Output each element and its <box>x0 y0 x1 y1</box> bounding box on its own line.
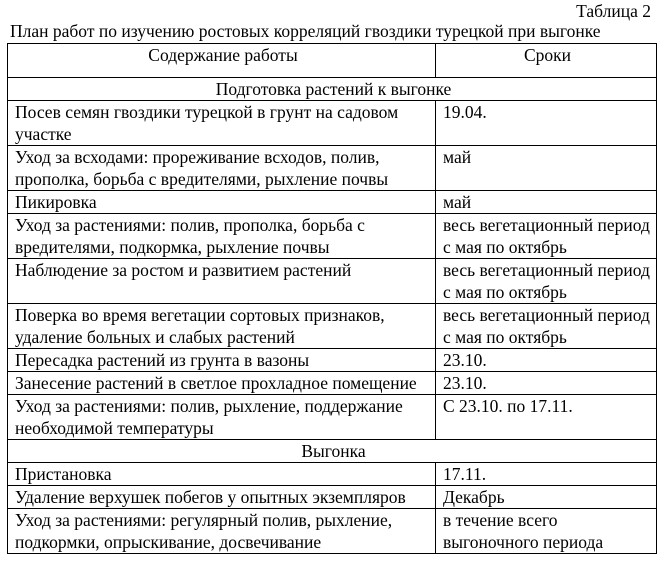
term-cell: 17.11. <box>436 463 657 486</box>
work-cell: Пересадка растений из грунта в вазоны <box>8 349 436 372</box>
work-cell: Уход за растениями: полив, рыхление, поддержание необходимой температуры <box>8 395 436 440</box>
table-row <box>8 486 657 509</box>
table-row <box>8 372 657 395</box>
term-cell: С 23.10. по 17.11. <box>436 395 657 440</box>
term-cell: 23.10. <box>436 349 657 372</box>
table-row <box>8 349 657 372</box>
term-cell: весь вегетационный период с мая по октябрь <box>436 214 657 259</box>
work-cell: Пристановка <box>8 463 436 486</box>
work-cell: Уход за растениями: регулярный полив, рыхление, подкормки, опрыскивание, досвечивание <box>8 509 436 554</box>
term-cell: 23.10. <box>436 372 657 395</box>
header-work: Содержание работы <box>8 44 436 78</box>
work-cell: Наблюдение за ростом и развитием растений <box>8 259 436 304</box>
table-row <box>8 304 657 349</box>
term-cell: май <box>436 191 657 214</box>
table-row <box>8 214 657 259</box>
work-cell: Посев семян гвоздики турецкой в грунт на садовом участке <box>8 101 436 146</box>
term-cell: май <box>436 146 657 191</box>
work-cell: Занесение растений в светлое прохладное помещение <box>8 372 436 395</box>
work-cell: Уход за всходами: прореживание всходов, полив, прополка, борьба с вредителями, рыхление почвы <box>8 146 436 191</box>
header-term: Сроки <box>436 44 657 78</box>
term-cell: весь вегетационный период с мая по октябрь <box>436 304 657 349</box>
work-cell: Поверка во время вегетации сортовых признаков, удаление больных и слабых растений <box>8 304 436 349</box>
section-row <box>8 78 657 101</box>
table-row <box>8 101 657 146</box>
work-cell: Удаление верхушек побегов у опытных экземпляров <box>8 486 436 509</box>
work-plan-table <box>7 43 657 554</box>
table-header-row <box>8 44 657 78</box>
table-row <box>8 509 657 554</box>
term-cell: Декабрь <box>436 486 657 509</box>
term-cell: в течение всего выгоночного периода <box>436 509 657 554</box>
work-cell: Уход за растениями: полив, прополка, борьба с вредителями, подкормка, рыхление почвы <box>8 214 436 259</box>
table-row <box>8 259 657 304</box>
table-row <box>8 395 657 440</box>
table-title: План работ по изучению ростовых корреляций гвоздики турецкой при выгонке <box>10 21 601 41</box>
section-row <box>8 440 657 463</box>
table-body <box>8 78 657 554</box>
term-cell: весь вегетационный период с мая по октябрь <box>436 259 657 304</box>
table-row <box>8 146 657 191</box>
work-cell: Пикировка <box>8 191 436 214</box>
term-cell: 19.04. <box>436 101 657 146</box>
table-row <box>8 191 657 214</box>
table-row <box>8 463 657 486</box>
section-title: Выгонка <box>8 440 657 463</box>
section-title: Подготовка растений к выгонке <box>8 78 657 101</box>
table-label: Таблица 2 <box>576 1 651 21</box>
